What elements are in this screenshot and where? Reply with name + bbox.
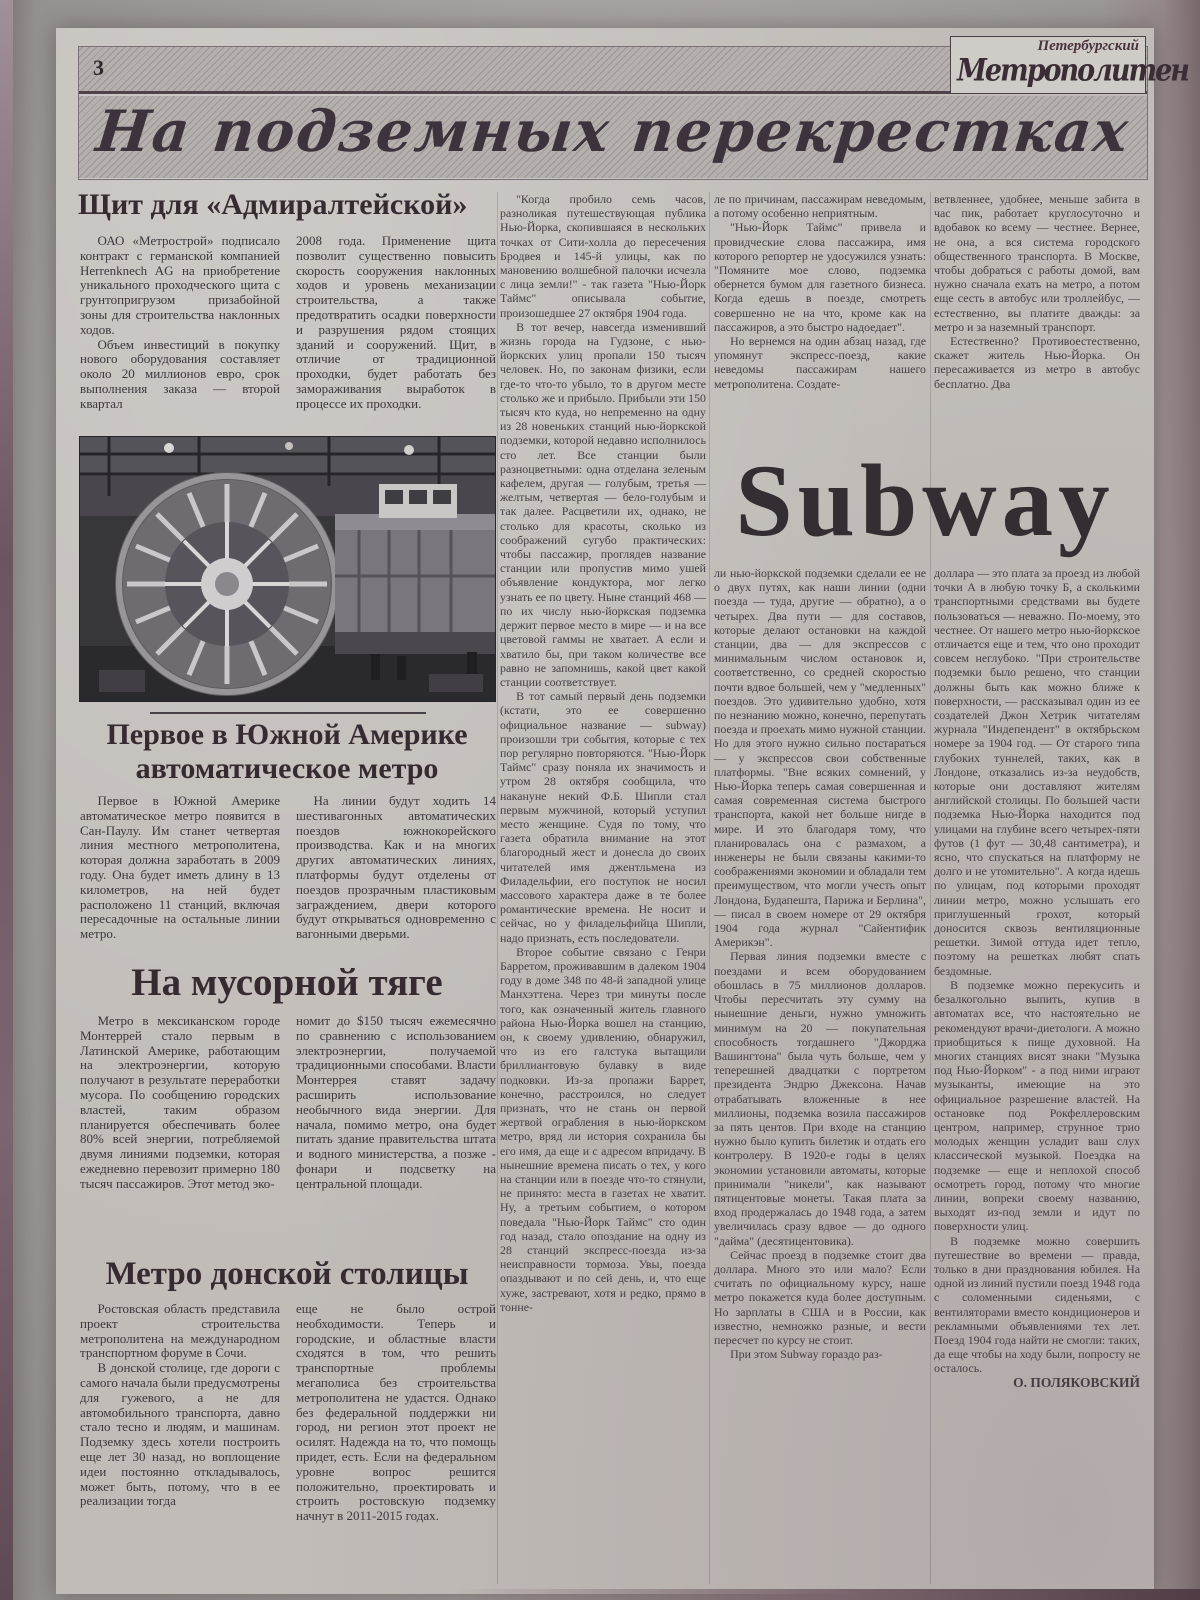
subway-column-b-bottom	[714, 566, 926, 1588]
paragraph: "Нью-Йорк Таймс" привела и провидческие слова пассажира, имя которого репортер не удосужился узнать: "Помяните мое слово, подземка обернется бумом для газетного бизнеса. Когда едешь в поезде, смотреть совершенно не на что, кроме как на пассажиров, а это быстро надоедает".	[714, 220, 926, 334]
subway-column-c-bottom	[934, 566, 1140, 1588]
article-garbage-title: На мусорной тяге	[131, 961, 443, 1004]
paragraph: В донской столице, где дороги с самого начала были предусмотрены для гужевого, а не для автомобильного транспорта, давно стало тесно и людям, и машинам. Подземку здесь хотели построить еще лет 30 назад, но воплощение идеи постоянно откладывалось, может быть, потому, что в ее реализации тогда	[80, 1360, 280, 1509]
subway-column-b-top	[714, 192, 926, 446]
paragraph: ле по причинам, пассажирам неведомым, а потому особенно неприятным.	[714, 192, 926, 221]
paragraph: "Когда пробило семь часов, разноликая путешествующая публика Нью-Йорка, скопившаяся в нескольких точках от Сити-холла до пересечения Бродвея и 145-й улицы, как по мановению волшебной палочки исчезла с лица земли!" - так газета "Нью-Йорк Таймс" описывала событие, произошедшее 27 октября 1904 года.	[500, 192, 706, 320]
section-divider-rule	[150, 712, 426, 714]
article-shield-title: Щит для «Адмиралтейской»	[78, 188, 468, 221]
article-rostov-title: Метро донской столицы	[105, 1256, 469, 1292]
paragraph: Второе событие связано с Генри Барретом, проживавшим в далеком 1904 году в доме 348 по 48-й западной улице Манхэттена. Через три минуты после того, как означенный житель главного района Нью-Йорка вошел на станцию, он, к своему удивлению, обнаружил, что из его галстука вытащили бриллиантовую булавку в виде подковки. Из-за пропажи Баррет, конечно, расстроился, но следует признать, что не стань он первой жертвой ограбления в нью-йоркском метро, вряд ли история сохранила бы его имя, да еще и с адресом впридачу. В нынешние времена писать о тех, у кого на станции или в поезде что-то стянули, не принято: места в газетах не хватит. Ну, а третьим событием, о котором поведала "Нью-Йорк Таймс" сто один год назад, стало опоздание на одну из 28 станций экспресс-поезда из-за неисправности тормоза. Увы, поезда опаздывают и по сей день, и, что еще хуже, застревают, хотя и редко, прямо в тонне-	[500, 944, 706, 1314]
paragraph: 2008 года. Применение щита позволит существенно повысить скорость сооружения наклонных ходов и уровень механизации строительства, а также предотвратить осадки поверхности и разрушения рядом стоящих зданий и сооружений. Щит, в отличие от традиционной проходки, будет работать без замораживания выработок в процессе их проходки.	[296, 234, 496, 411]
article-shield-col1	[80, 234, 280, 436]
paragraph: Сейчас проезд в подземке стоит два доллара. Много это или мало? Если считать по официальному курсу, наше метро покажется куда более доступным. Но зарплаты в США и в России, как известно, немножко разные, и вести пересчет по курсу не стоит.	[714, 1247, 926, 1347]
article-garbage-col1	[80, 1014, 280, 1256]
article-saopaulo-title	[78, 718, 496, 786]
paragraph: В подземке можно совершить путешествие во времени — правда, только в дни празднования юбилея. На одной из линий пустили поезд 1948 года с соломенными сиденьями, с вентиляторами вместо кондиционеров и рекламными объявлениями тех лет. Поезд 1904 года найти не смогли: таких, да еще чтобы на ходу были, попросту не осталось.	[934, 1233, 1140, 1376]
logo-top-line: Петербургский	[1037, 38, 1139, 54]
column-rule	[497, 192, 498, 1584]
author-byline: О. ПОЛЯКОВСКИЙ	[1013, 1374, 1140, 1390]
paragraph: ветвленнее, удобнее, меньше забита в час пик, работает круглосуточно и вдобавок ко всему — честнее. Вернее, не она, а вся система городского общественного транспорта. В Москве, чтобы добраться с работы домой, вам нужно сначала ехать на метро, а потом еще сесть в автобус или троллейбус, — естественно, вы платите дважды: за метро и за наземный транспорт.	[934, 192, 1140, 334]
logo-bottom-line: Метрополитен	[957, 52, 1188, 89]
paragraph: доллара — это плата за проезд из любой точки А в любую точку Б, а сколькими транспортными средствами вы будете пользоваться — неважно. По-моему, это честнее. От нашего метро нью-йоркское отличается еще и тем, что оно проходит совсем неглубоко. "При строительстве подземки было решено, что станции должны быть как можно ближе к поверхности, — рассказывал один из ее создателей Джон Хетрик читателям журнала "Индепендент" в октябрьском номере за 1904 год. — От старого типа глубоких туннелей, таких, как в Лондоне, отказались из-за неудобств, которые они доставляют жителям английской столицы. По большей части подземка Нью-Йорка находится под улицами на глубине всего четырех-пяти футов (1 фут — 30,48 сантиметра), и ясно, что спускаться на платформу не долго и не утомительно". А когда идешь по улицам, под которыми проходят линии метро, можно услышать его приглушенный грохот, который доносится сквозь вентиляционные решетки. Зимой оттуда идет тепло, поэтому на решетках любят спать бездомные.	[934, 566, 1140, 978]
paragraph: В тот вечер, навсегда изменивший жизнь города на Гудзоне, с нью-йоркских улиц пропали 150 тысяч человек. Но, по законам физики, если где-то что-то убыло, то в другом месте столько же и прибыло. Прибыли эти 150 тысяч кто куда, но непременно на одну из 28 новеньких станций нью-йоркской подземки, которой недавно исполнилось сто лет. Все станции были разноцветными: одна отделана зеленым кафелем, другая — голубым, третья — желтым, четвертая — бело-голубым и так далее. Расцветили их, однако, не столько для красоты, сколько из соображений сугубо практических: чтобы пассажир, проглядев название станции или пропустив мимо ушей объявление кондуктора, мог легко узнать ее по цвету. Ныне станций 468 — по их числу нью-йоркская подземка держит первое место в мире — и на все цветовой гаммы не хватает. А если и хватило бы, при таком количестве все равно не запомнишь, какой цвет какой станции соответствует.	[500, 319, 706, 689]
paragraph: В подземке можно перекусить и безалкогольно выпить, купив в автоматах все, что настоятельно не рекомендуют врачи-диетологи. А можно приобщиться к пище духовной. На многих станциях висят знаки "Музыка под Нью-Йорком" - а под ними играют музыканты, имеющие на это официальное разрешение властей. На остановке под Рокфеллеровским центром, например, струнное трио молодых женщин усладит ваш слух классической музыкой. Поездка на подземке — еще и неплохой способ осмотреть город, потому что многие линии, вопреки своему названию, выходят из-под земли и идут по поверхности улиц.	[934, 977, 1140, 1234]
paragraph: Метро в мексиканском городе Монтеррей стало первым в Латинской Америке, работающим на электроэнергии, которую получают в результате переработки мусора. По сообщению городских властей, таким образом планируется обеспечивать более 80% всей энергии, потребляемой двумя линиями подземки, которая ежедневно перевозит примерно 180 тысяч пассажиров. Этот метод эко-	[80, 1014, 280, 1191]
banner-title: На подземных перекрестках	[92, 98, 1134, 165]
article-saopaulo-col2	[296, 794, 496, 960]
paragraph: В тот самый первый день подземки (кстати, это ее совершенно официальное название — subway) произошли три события, которые с тех пор регулярно повторяются. "Нью-Йорк Таймс" сразу поняла их значимость и утром 28 октября сообщила, что накануне некий Ф.Б. Шипли стал первым мужчиной, который уступил место женщине. Судя по тому, что газета обратила внимание на этот благородный жест и донесла до своих читателей имя джентльмена из Филадельфии, его поступок не носил массового характера даже в те более романтические времена. Не носит и сейчас, но у филадельфийца Шипли, надо признать, есть последователи.	[500, 689, 706, 945]
tunnel-boring-machine-illustration	[79, 436, 496, 702]
banner-band	[79, 96, 1147, 178]
article-rostov-col1	[80, 1302, 280, 1580]
paragraph: еще не было острой необходимости. Теперь и городские, и областные власти сходятся в том, что решить транспортные проблемы мегаполиса без строительства метрополитена не удастся. Однако без федеральной поддержки ни город, ни регион этот проект не осилят. Надежда на то, что помощь придет, есть. Если на федеральном уровне вопрос решится положительно, проектировать и строить ростовскую подземку начнут в 2011-2015 годах.	[296, 1302, 496, 1524]
subway-headline: Subway	[735, 446, 1115, 558]
column-rule	[930, 192, 931, 1584]
article-saopaulo-title-line1: Первое в Южной Америке	[106, 718, 468, 751]
paragraph: ОАО «Метрострой» подписало контракт с германской компанией Herrenknech AG на приобретение уникального проходческого щита с грунтопригрузом призабойной зоны для строительства наклонных ходов.	[80, 234, 280, 337]
article-rostov-col2	[296, 1302, 496, 1580]
newspaper-logo	[950, 36, 1188, 94]
paragraph: Ростовская область представила проект строительства метрополитена на международном транспортном форуме в Сочи.	[80, 1302, 280, 1361]
article-saopaulo-col1	[80, 794, 280, 960]
paragraph: При этом Subway гораздо раз-	[730, 1347, 883, 1362]
subway-column-a	[500, 192, 706, 1584]
paragraph: Но вернемся на один абзац назад, где упомянут экспресс-поезд, какие неведомы пассажирам нашего метрополитена. Создате-	[714, 334, 926, 391]
paragraph: Первое в Южной Америке автоматическое метро появится в Сан-Паулу. Им станет четвертая линия местного метрополитена, которая должна заработать в 2009 году. Она будет иметь длину в 13 километров, на ней будет расположено 11 станций, включая пересадочные на остальные линии метро.	[80, 794, 280, 942]
paragraph: Первая линия подземки вместе с поездами и всем оборудованием обошлась в 75 миллионов долларов. Чтобы пересчитать эту сумму на нынешние деньги, нужно умножить минимум на 20 — покупательная способность тогдашнего "Джорджа Вашингтона" была чуть больше, чем у теперешней двадцатки с портретом президента Эндрю Джексона. Начав отрабатывать вложенные в нее миллионы, подземка возила пассажиров за пять центов. При входе на станцию нужно было купить билетик и отдать его контролеру. В 1920-е годы в целях экономии установили автоматы, которые принимали "никели", как называют пятицентовые монеты. Такая плата за вход продержалась до 1948 года, а затем увеличилась сразу вдвое — до одного "дайма" (десятицентовика).	[714, 949, 926, 1248]
paragraph: На линии будут ходить 14 шестивагонных автоматических поездов южнокорейского производства. Как и на многих других автоматических линиях, платформы будут отделены от поездов прозрачным пластиковым заграждением, двери которого будут открываться одновременно с вагонными дверьми.	[296, 794, 496, 942]
paragraph: ли нью-йоркской подземки сделали ее не о двух путях, как наши линии (одни поезда — туда, другие — обратно), а о четырех. Два пути — для составов, которые делают остановки на каждой станции, два — для экспрессов с минимальным числом остановок и, соответственно, со средней скоростью почти вдвое большей, чем у "медленных" поездов. Это удивительно удобно, хотя по незнанию можно, конечно, перепутать поезда и проехать мимо нужной станции. Но для этого нужно сильно постараться — у экспрессов свои собственные платформы. "Вне всяких сомнений, у Нью-Йорка теперь самая совершенная и самая современная система быстрого транспорта, какой нет больше нигде в мире. И это благодаря тому, что планировалась она с размахом, а инженеры не были связаны какими-то соображениями экономии и обладали тем преимуществом, что могли учесть опыт Лондона, Будапешта, Парижа и Берлина", — писал в своем номере от 29 октября 1904 года журнал "Сайентифик Америкэн".	[714, 566, 926, 950]
page-number: 3	[93, 55, 104, 80]
paragraph: номит до $150 тысяч ежемесячно по сравнению с использованием электроэнергии, получаемой традиционными способами. Власти Монтеррея ставят задачу расширить использование необычного вида энергии. Для начала, помимо метро, она будет питать здание правительства штата и водного министерства, а позже - фонари и подсветку на центральной площади.	[296, 1014, 496, 1191]
paragraph: Естественно? Противоестественно, скажет житель Нью-Йорка. Он пересаживается из метро в автобус бесплатно. Два	[934, 334, 1140, 391]
article-garbage-col2	[296, 1014, 496, 1256]
paragraph: Объем инвестиций в покупку нового оборудования составляет около 20 миллионов евро, срок выполнения заказа — второй квартал	[80, 336, 280, 411]
column-rule	[709, 192, 710, 1584]
article-shield-col2	[296, 234, 496, 436]
subway-column-c-top	[934, 192, 1140, 446]
article-saopaulo-title-line2: автоматическое метро	[135, 752, 439, 785]
tunnel-boring-machine-photo	[79, 436, 496, 702]
